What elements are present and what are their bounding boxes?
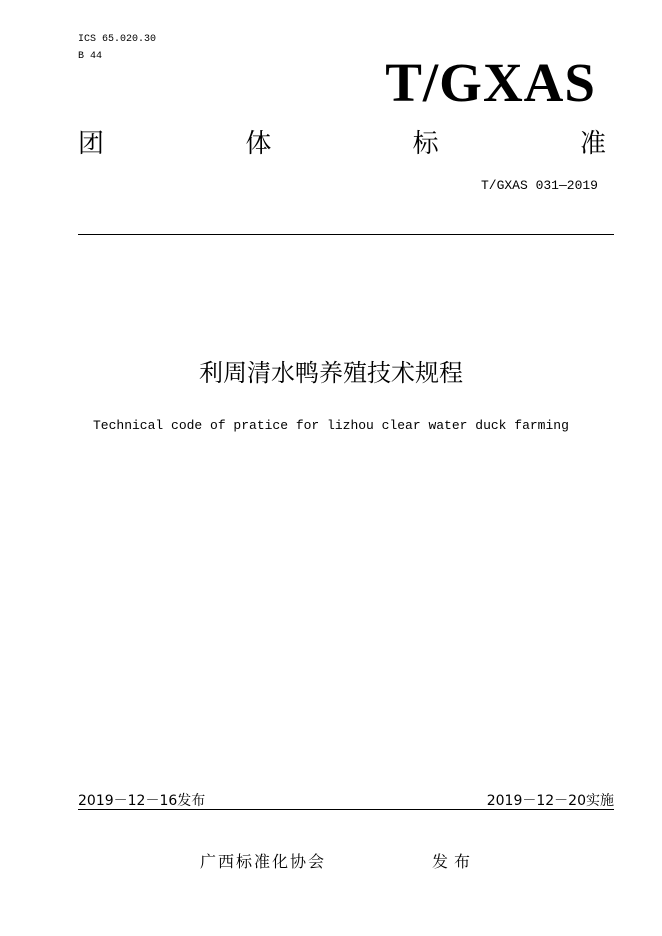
implement-date: 2019－12－20实施 bbox=[486, 793, 614, 809]
standard-type-char: 团 bbox=[78, 129, 105, 159]
title-chinese: 利周清水鸭养殖技术规程 bbox=[199, 359, 463, 387]
standard-type-char: 体 bbox=[245, 129, 272, 159]
issue-date: 2019－12－16发布 bbox=[78, 793, 206, 809]
standard-type-char: 标 bbox=[412, 129, 439, 159]
standard-type bbox=[78, 126, 606, 162]
standard-type-char: 准 bbox=[579, 129, 606, 159]
ics-code: ICS 65.020.30 bbox=[78, 34, 157, 45]
top-divider bbox=[78, 234, 614, 235]
title-english: Technical code of pratice for lizhou clear water duck farming bbox=[93, 418, 569, 433]
standard-logo: T/GXAS bbox=[385, 52, 596, 113]
issue-label: 发布 bbox=[432, 852, 477, 871]
bottom-divider bbox=[78, 809, 614, 810]
issuer-name: 广西标准化协会 bbox=[200, 852, 327, 871]
ccs-code: B 44 bbox=[78, 51, 103, 62]
standard-number: T/GXAS 031—2019 bbox=[480, 178, 598, 193]
